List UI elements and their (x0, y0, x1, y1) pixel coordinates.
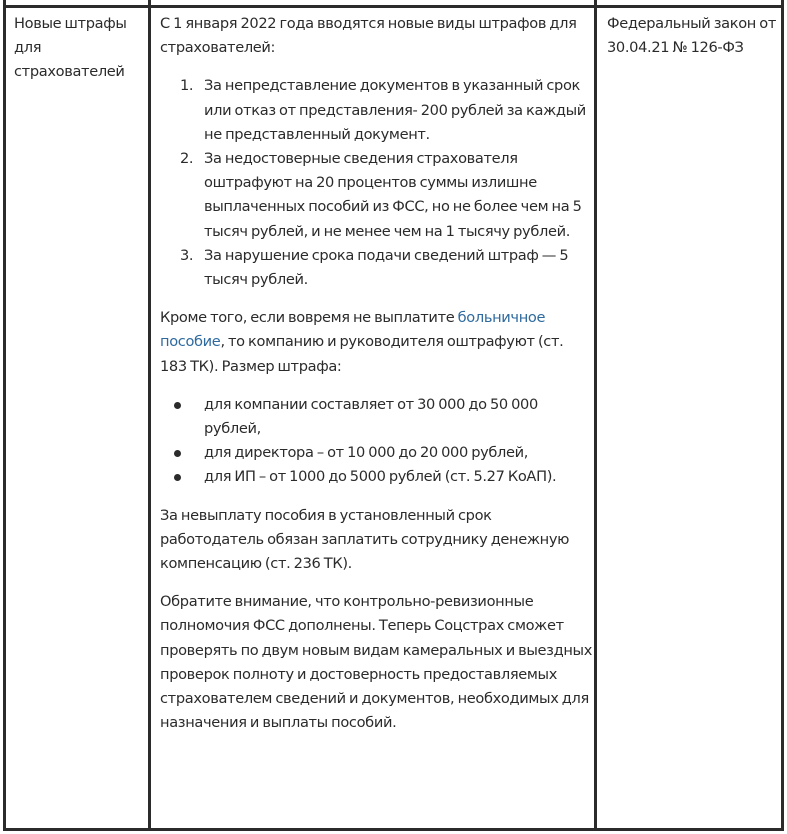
bullet-icon (174, 402, 181, 409)
list-item (160, 74, 592, 147)
source-text: Федеральный закон от 30.04.21 № 126-ФЗ (607, 15, 776, 57)
paragraph-text: Кроме того, если вовремя не выплатите (160, 309, 458, 327)
column-divider (594, 0, 597, 831)
bullet-text: для директора – от 10 000 до 20 000 рублей, (204, 444, 529, 462)
list-text: За нарушение срока подачи сведений штраф — 5 тысяч рублей. (204, 246, 569, 289)
list-text: За непредставление документов в указанный срок или отказ от представления- 200 рублей за каждый не представленный документ. (204, 77, 586, 143)
row-divider-bottom (3, 828, 784, 831)
list-item (160, 147, 592, 244)
table-border-left (3, 0, 6, 831)
fss-powers-paragraph: Обратите внимание, что контрольно-ревизионные полномочия ФСС дополнены. Теперь Соцстрах сможет проверять по двум новым видам камеральных и выездных проверок полноту и достоверность предоставляемых страхователем сведений и документов, необходимых для назначения и выплаты пособий. (160, 593, 592, 732)
bullet-item (160, 465, 592, 489)
content-cell (160, 12, 592, 735)
list-item (160, 244, 592, 292)
table-border-right (781, 0, 784, 831)
compensation-paragraph: За невыплату пособия в установленный срок работодатель обязан заплатить сотруднику денежную компенсацию (ст. 236 ТК). (160, 506, 570, 573)
numbered-list (160, 74, 592, 292)
topic-cell (14, 12, 146, 85)
paragraph-text: , то компанию и руководителя оштрафуют (ст. 183 ТК). Размер штрафа: (160, 333, 564, 375)
sick-pay-link[interactable]: больничное пособие (160, 309, 546, 351)
bullet-list (160, 393, 592, 490)
topic-text: Новые штрафы для страхователей (14, 15, 127, 81)
bullet-icon (174, 474, 181, 481)
sick-pay-paragraph (160, 306, 592, 379)
intro-paragraph: С 1 января 2022 года вводятся новые виды штрафов для страхователей: (160, 15, 577, 57)
source-cell (607, 12, 779, 60)
bullet-item (160, 393, 592, 441)
fines-table (3, 0, 783, 831)
list-number: 1. (180, 77, 194, 95)
bullet-item (160, 441, 592, 465)
bullet-text: для ИП – от 1000 до 5000 рублей (ст. 5.27 КоАП). (204, 468, 557, 486)
column-divider (148, 0, 151, 831)
list-number: 2. (180, 150, 194, 168)
list-number: 3. (180, 246, 194, 264)
bullet-icon (174, 450, 181, 457)
row-divider-top (3, 5, 784, 8)
bullet-text: для компании составляет от 30 000 до 50 000 рублей, (204, 395, 538, 438)
list-text: За недостоверные сведения страхователя оштрафуют на 20 процентов суммы излишне выплаченных пособий из ФСС, но не более чем на 5 тысяч рублей, и не менее чем на 1 тысячу рублей. (204, 150, 582, 240)
